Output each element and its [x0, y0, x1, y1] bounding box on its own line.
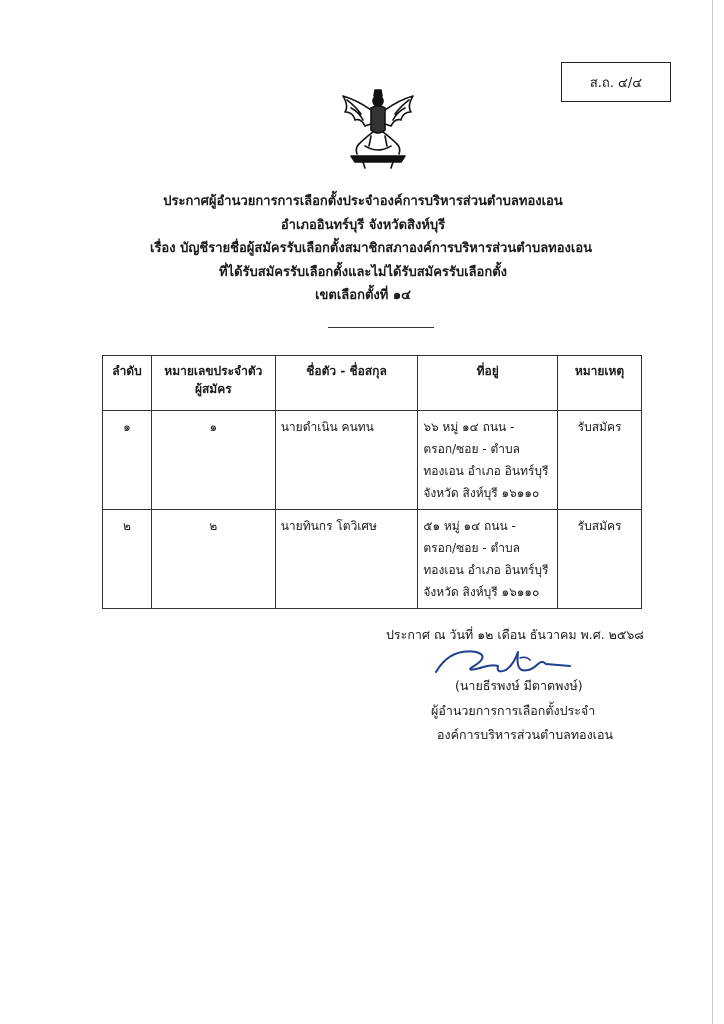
garuda-emblem-icon	[335, 88, 421, 170]
cell-number: ๑	[151, 411, 275, 510]
address-line: ตรอก/ซอย - ตำบล	[423, 442, 520, 456]
candidate-table	[102, 355, 642, 609]
heading-line-2: อำเภออินทร์บุรี จังหวัดสิงห์บุรี	[280, 217, 446, 233]
header-remark: หมายเหตุ	[558, 356, 642, 411]
address-line: ๕๑ หมู่ ๑๔ ถนน -	[423, 519, 516, 533]
heading-line-5: เขตเลือกตั้งที่ ๑๔	[315, 288, 411, 303]
address-line: ทองเอน อำเภอ อินทร์บุรี	[423, 464, 549, 478]
heading-line-1: ประกาศผู้อำนวยการการเลือกตั้งประจำองค์การบริหารส่วนตำบลทองเอน	[163, 194, 563, 209]
cell-address	[418, 411, 558, 510]
table-row	[103, 510, 642, 609]
cell-name: นายทินกร โตวิเศษ	[275, 510, 418, 609]
cell-number: ๒	[151, 510, 275, 609]
cell-order: ๑	[103, 411, 152, 510]
table-header-row	[103, 356, 642, 411]
form-code-box: ส.ถ. ๔/๔	[561, 62, 671, 102]
table-row	[103, 411, 642, 510]
header-order: ลำดับ	[103, 356, 152, 411]
address-line: ทองเอน อำเภอ อินทร์บุรี	[423, 563, 549, 577]
signer-name: (นายธีรพงษ์ มีตาดพงษ์)	[455, 678, 583, 693]
announcement-heading	[150, 190, 593, 308]
header-address: ที่อยู่	[418, 356, 558, 411]
scan-edge-line	[712, 0, 713, 1024]
address-line: ตรอก/ซอย - ตำบล	[423, 541, 520, 555]
address-line: ๖๖ หมู่ ๑๔ ถนน -	[423, 420, 515, 434]
heading-divider	[328, 327, 434, 328]
cell-remark: รับสมัคร	[558, 510, 642, 609]
cell-address	[418, 510, 558, 609]
signer-position-line-1: ผู้อำนวยการการเลือกตั้งประจำ	[431, 703, 596, 718]
header-number-line-1: หมายเลขประจำตัว	[164, 364, 263, 378]
cell-name: นายดำเนิน คนทน	[275, 411, 418, 510]
heading-line-4: ที่ได้รับสมัครรับเลือกตั้งและไม่ได้รับสมัครรับเลือกตั้ง	[218, 264, 508, 280]
header-candidate-number	[151, 356, 275, 411]
header-name: ชื่อตัว - ชื่อสกุล	[275, 356, 418, 411]
signer-position-line-2: องค์การบริหารส่วนตำบลทองเอน	[437, 727, 613, 742]
cell-order: ๒	[103, 510, 152, 609]
address-line: จังหวัด สิงห์บุรี ๑๖๑๑๐	[423, 486, 540, 500]
proclamation-date: ประกาศ ณ วันที่ ๑๒ เดือน ธันวาคม พ.ศ. ๒๕๖๘	[386, 627, 644, 642]
header-number-line-2: ผู้สมัคร	[194, 382, 232, 396]
cell-remark: รับสมัคร	[558, 411, 642, 510]
heading-line-3: เรื่อง บัญชีรายชื่อผู้สมัครรับเลือกตั้งสมาชิกสภาองค์การบริหารส่วนตำบลทองเอน	[150, 241, 593, 256]
address-line: จังหวัด สิงห์บุรี ๑๖๑๑๐	[423, 585, 540, 599]
